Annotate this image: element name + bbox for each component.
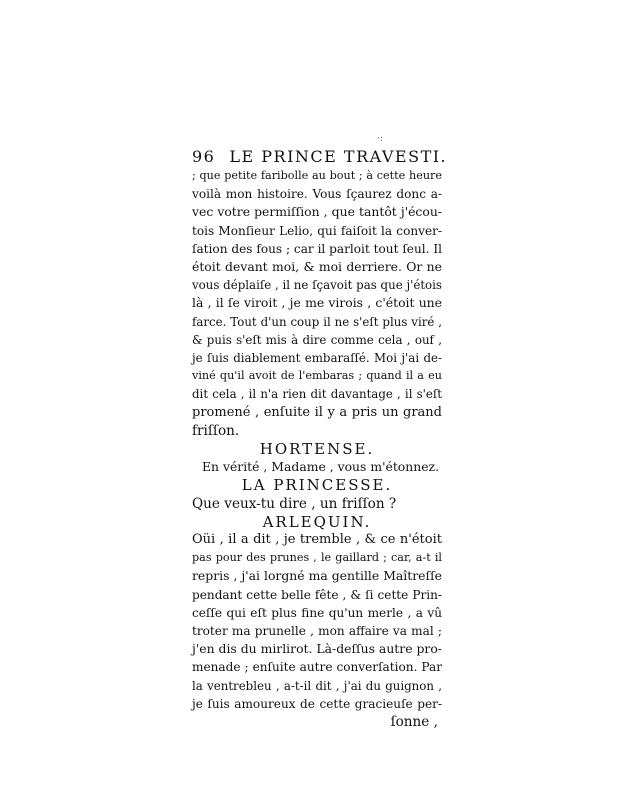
text-line: je ſuis diablement embaraſſé. Moi j'ai de- [192, 351, 442, 366]
text-line: ; que petite faribolle au bout ; à cette heure [192, 169, 442, 182]
text-line: j'en dis du mirlirot. Là-deſſus autre pro- [192, 641, 442, 657]
text-line: ſation des fous ; car il parloit tout ſeul. Il [192, 241, 442, 256]
text-line: la ventrebleu , a-t-il dit , j'ai du guignon , [192, 678, 442, 693]
running-title: LE PRINCE TRAVESTI. [229, 147, 448, 166]
text-line: je ſuis amoureux de cette gracieuſe per- [192, 696, 442, 711]
text-line: étoit devant moi, & moi derriere. Or ne [192, 259, 442, 275]
text-line: & puis s'eſt mis à dire comme cela , ouf , [192, 332, 442, 347]
catchword: ſonne , [390, 714, 438, 731]
speaker-name: ARLEQUIN. [262, 512, 372, 531]
text-line: vous déplaiſe , il ne ſçavoit pas que j'étois [192, 278, 442, 293]
speech-line: Que veux-tu dire , un friſſon ? [192, 495, 397, 512]
page-header [192, 147, 452, 166]
speech-line: En vérité , Madame , vous m'étonnez. [202, 459, 440, 475]
page-text [192, 167, 442, 731]
text-line: voilà mon histoire. Vous ſçaurez donc a- [192, 187, 442, 202]
text-line: là , il ſe viroit , je me virois , c'étoit une [192, 295, 442, 311]
text-line: promené , enſuite il y a pris un grand [192, 404, 442, 420]
text-line: farce. Tout d'un coup il ne s'eſt plus viré , [192, 314, 442, 329]
text-line: ceſſe qui eſt plus fine qu'un merle , a vû [192, 605, 442, 620]
text-line: pas pour des prunes , le gaillard ; car, a-t il [192, 551, 442, 565]
speaker-name: HORTENSE. [259, 440, 375, 459]
stray-mark: ·: [377, 134, 383, 144]
text-line: tois Monſieur Lelio, qui faiſoit la conver- [192, 223, 442, 238]
text-line: friſſon. [192, 422, 240, 439]
text-line: pendant cette belle fête , & ſi cette Prin- [192, 587, 442, 602]
text-line: vec votre permiſſion , que tantôt j'écou- [192, 204, 442, 220]
text-line: repris , j'ai lorgné ma gentille Maîtreſſe [192, 568, 442, 584]
text-line: troter ma prunelle , mon affaire va mal ; [192, 624, 442, 639]
speaker-name: LA PRINCESSE. [241, 476, 393, 495]
text-line: menade ; enſuite autre converſation. Par [192, 660, 442, 675]
text-line: dit cela , il n'a rien dit davantage , il s'eſt [192, 387, 442, 402]
text-line: Oüi , il a dit , je tremble , & ce n'étoit [192, 532, 442, 548]
page-number: 96 [192, 147, 216, 166]
text-line: viné qu'il avoit de l'embaras ; quand il a eu [192, 369, 442, 383]
